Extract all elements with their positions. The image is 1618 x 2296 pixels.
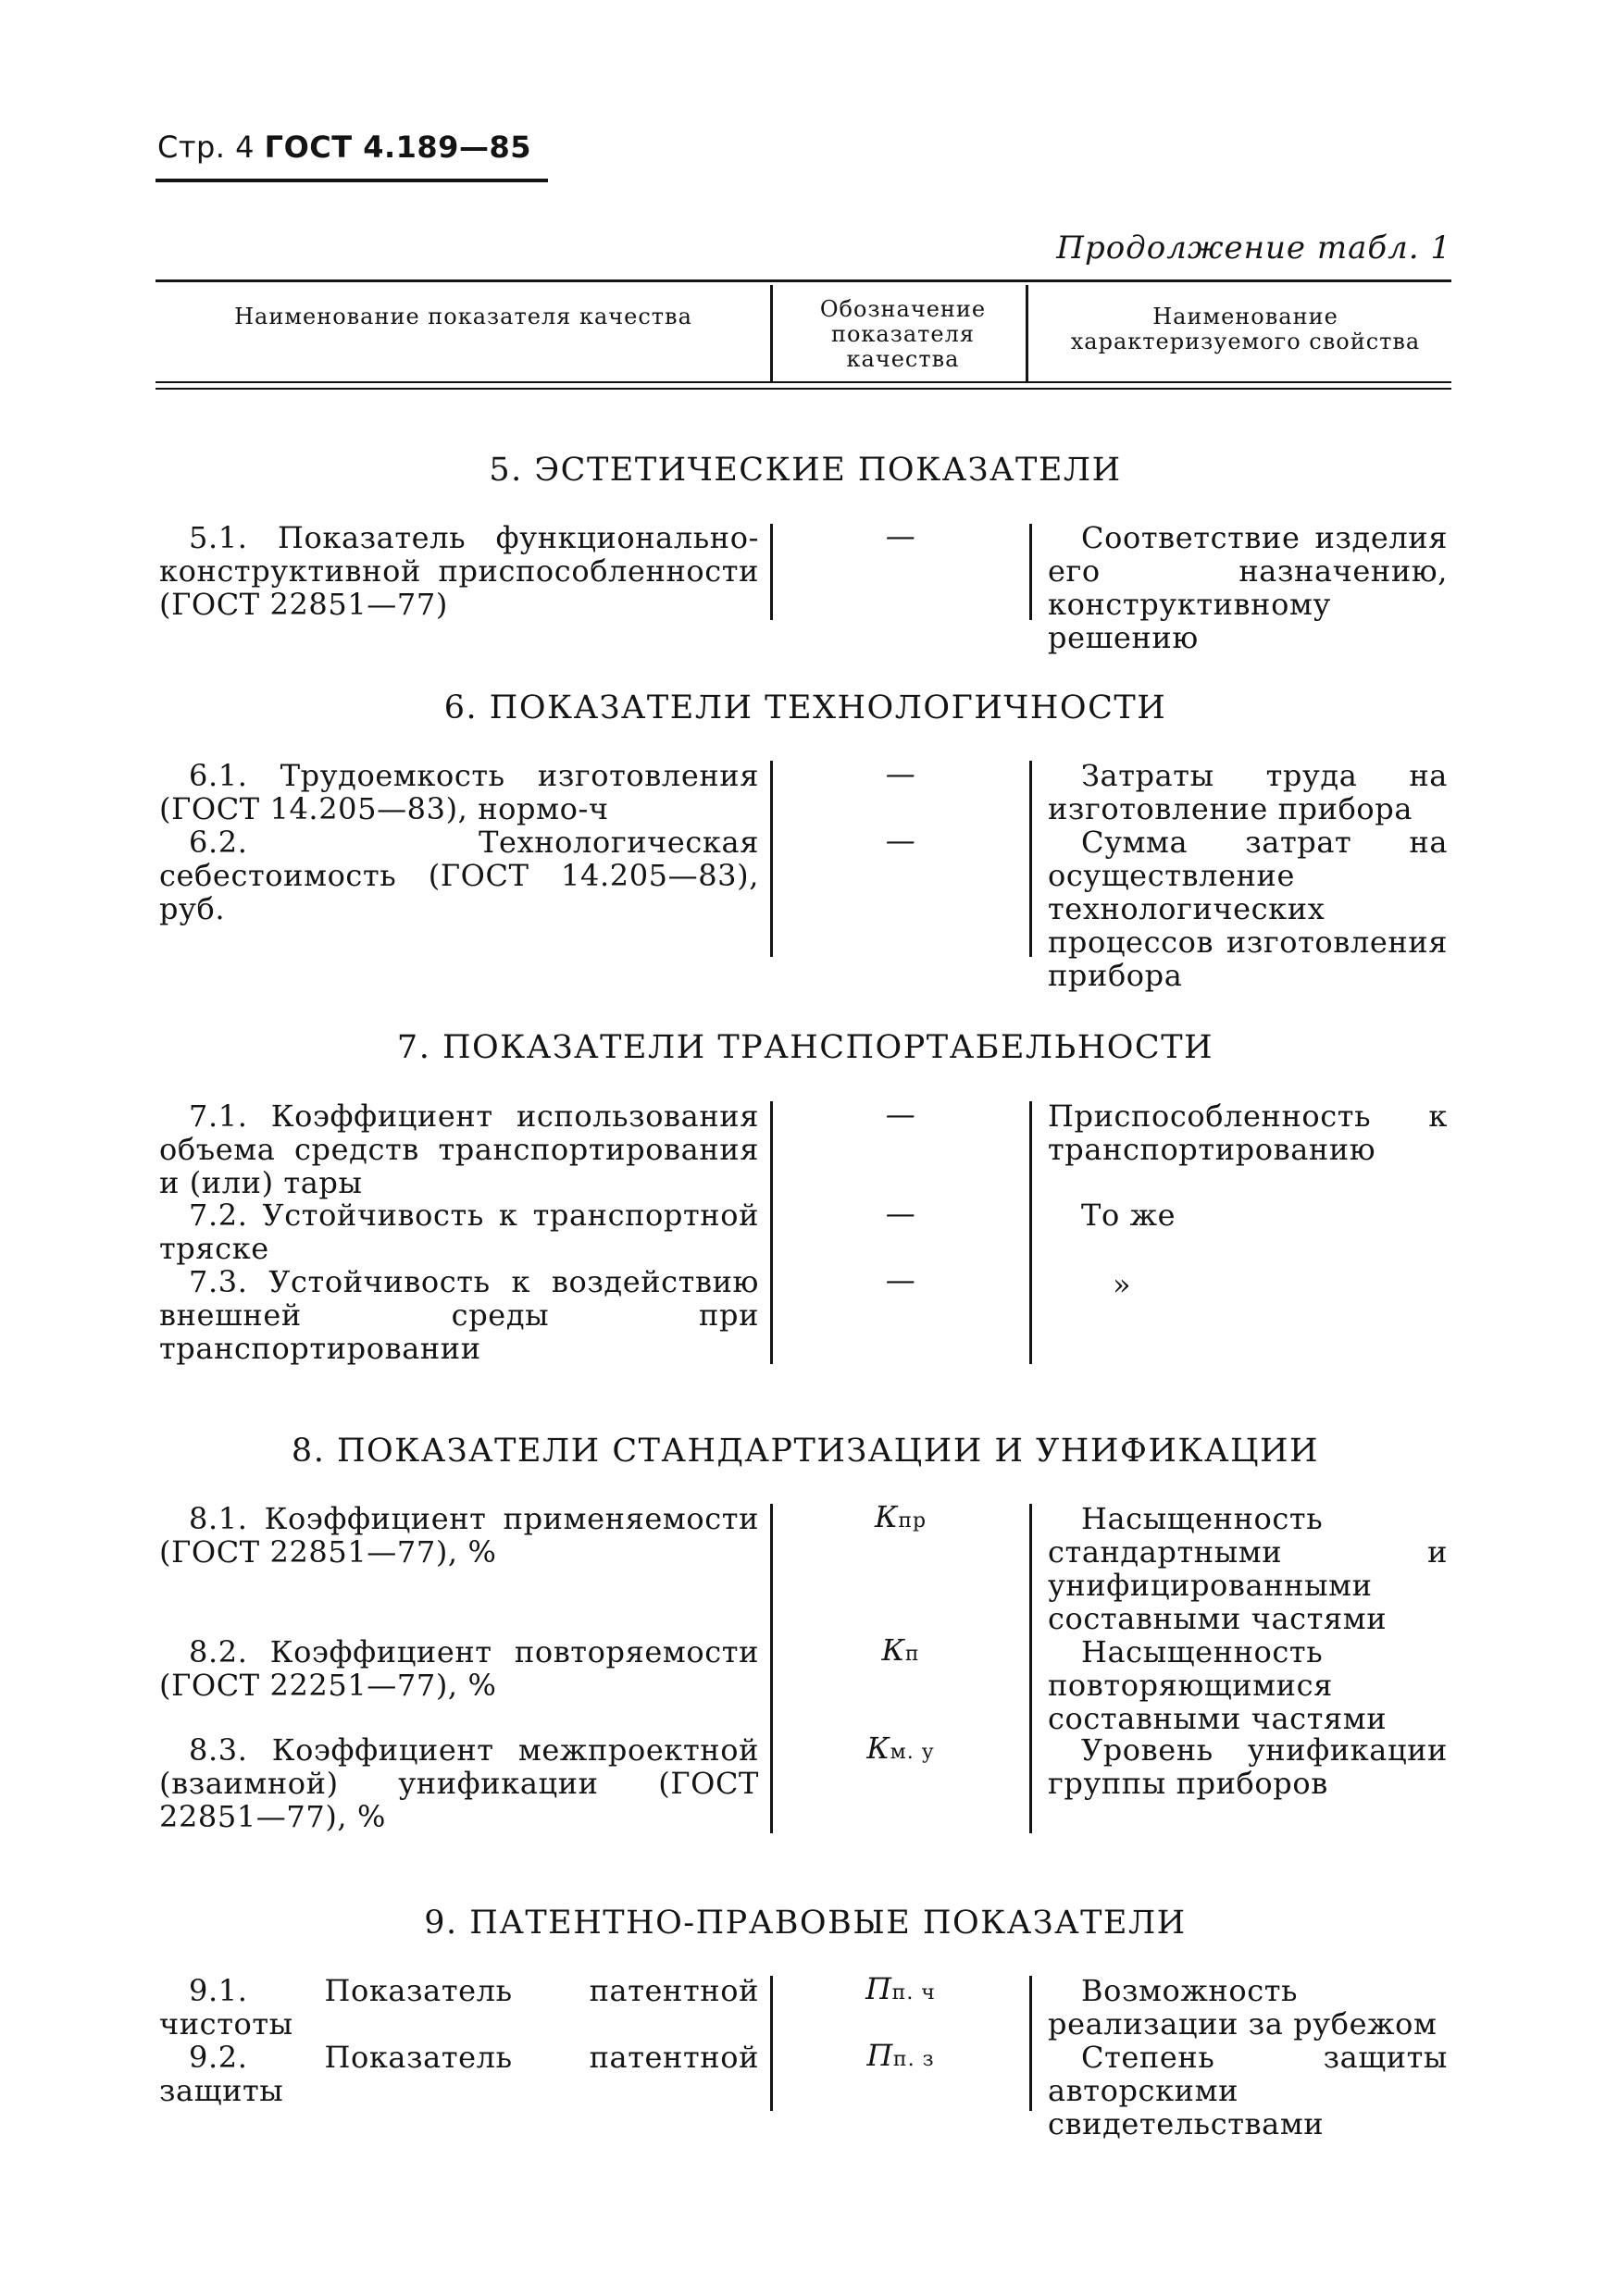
indicator-name: 7.3. Устойчивость к воздействию внешней среды при транспортировании <box>159 1264 759 1366</box>
indicator-property: Соответствие изделия его назначению, конструктивному решению <box>1048 520 1448 655</box>
designation-subscript: п <box>904 1643 920 1666</box>
section-title: 9. ПАТЕНТНО-ПРАВОВЫЕ ПОКАЗАТЕЛИ <box>424 1905 1187 1942</box>
designation-symbol: К <box>866 1731 890 1766</box>
designation-symbol: К <box>874 1499 899 1534</box>
page-header <box>157 130 531 165</box>
column-divider <box>1029 1101 1032 1364</box>
table-continuation-label: Продолжение табл. 1 <box>1056 230 1451 267</box>
indicator-name: 6.1. Трудоемкость изготовления (ГОСТ 14.205—83), нормо-ч <box>159 758 759 826</box>
indicator-designation: — <box>885 756 916 791</box>
designation-subscript: п. з <box>892 2048 935 2071</box>
indicator-designation <box>776 1972 1026 2010</box>
indicator-property: » <box>1113 1267 1132 1302</box>
column-header-property: Наименование характеризуемого свойства <box>1070 304 1421 354</box>
section-title: 6. ПОКАЗАТЕЛИ ТЕХНОЛОГИЧНОСТИ <box>443 689 1167 726</box>
indicator-property: Возможность реализации за рубежом <box>1048 1973 1438 2042</box>
column-divider <box>1029 1976 1032 2111</box>
column-header-designation: Обозначение показателя качества <box>819 296 987 372</box>
column-divider <box>1029 761 1032 957</box>
indicator-name: 9.2. Показатель патентной защиты <box>159 2040 759 2108</box>
indicator-name: 8.2. Коэффициент повторяемости (ГОСТ 22251—77), % <box>159 1634 759 1703</box>
indicator-designation: — <box>885 1262 916 1297</box>
indicator-name: 9.1. Показатель патентной чистоты <box>159 1973 759 2042</box>
column-divider <box>770 524 773 620</box>
header-rule <box>156 179 548 182</box>
indicator-name: 8.1. Коэффициент применяемости (ГОСТ 22851—77), % <box>159 1501 759 1570</box>
section-title: 8. ПОКАЗАТЕЛИ СТАНДАРТИЗАЦИИ И УНИФИКАЦИИ <box>291 1433 1320 1470</box>
designation-subscript: м. у <box>890 1741 935 1764</box>
designation-symbol: П <box>865 1971 892 2006</box>
indicator-name: 5.1. Показатель функционально-конструктивной приспособленности (ГОСТ 22851—77) <box>159 520 759 622</box>
indicator-designation <box>776 1500 1026 1538</box>
column-header-name: Наименование показателя качества <box>234 304 692 329</box>
header-double-rule <box>156 381 1451 390</box>
indicator-designation <box>776 1731 1026 1769</box>
section-title: 5. ЭСТЕТИЧЕСКИЕ ПОКАЗАТЕЛИ <box>489 452 1122 489</box>
indicator-property: Степень защиты авторскими свидетельствами <box>1048 2040 1448 2141</box>
indicator-property: Насыщенность повторяющимися составными частями <box>1048 1634 1388 1736</box>
indicator-property: То же <box>1081 1198 1176 1233</box>
indicator-property: Затраты труда на изготовление прибора <box>1048 758 1448 826</box>
column-divider <box>770 761 773 957</box>
designation-symbol: П <box>866 2038 893 2073</box>
indicator-designation: — <box>885 518 916 553</box>
indicator-name: 6.2. Технологическая себестоимость (ГОСТ 14.205—83), руб. <box>159 825 759 926</box>
indicator-designation <box>776 1633 1026 1671</box>
indicator-property: Сумма затрат на осуществление технологических процессов изготовления прибора <box>1048 825 1448 993</box>
designation-subscript: п. ч <box>891 1981 936 2004</box>
indicator-name: 7.2. Устойчивость к транспортной тряске <box>159 1198 759 1266</box>
header-divider <box>770 285 773 381</box>
indicator-designation: — <box>885 823 916 858</box>
table-header-row <box>156 282 1451 382</box>
page-label: Стр. 4 <box>157 130 255 165</box>
indicator-designation <box>776 2039 1026 2077</box>
indicator-property: Насыщенность стандартными и унифицированными составными частями <box>1048 1501 1448 1636</box>
indicator-name: 8.3. Коэффициент межпроектной (взаимной) унификации (ГОСТ 22851—77), % <box>159 1732 759 1834</box>
column-divider <box>770 1976 773 2111</box>
indicator-designation: — <box>885 1196 916 1231</box>
designation-subscript: пр <box>898 1509 927 1533</box>
indicator-designation: — <box>885 1097 916 1132</box>
section-title: 7. ПОКАЗАТЕЛИ ТРАНСПОРТАБЕЛЬНОСТИ <box>396 1029 1214 1066</box>
column-divider <box>770 1504 773 1833</box>
header-divider <box>1026 285 1028 381</box>
column-divider <box>770 1101 773 1364</box>
column-divider <box>1029 524 1032 620</box>
gost-number: ГОСТ 4.189—85 <box>264 130 531 165</box>
designation-symbol: К <box>881 1632 905 1668</box>
indicator-name: 7.1. Коэффициент использования объема средств транспортирования и (или) тары <box>159 1098 759 1200</box>
indicator-property: Приспособленность к транспортированию <box>1048 1098 1448 1167</box>
indicator-property: Уровень унификации группы приборов <box>1048 1732 1448 1801</box>
column-divider <box>1029 1504 1032 1833</box>
